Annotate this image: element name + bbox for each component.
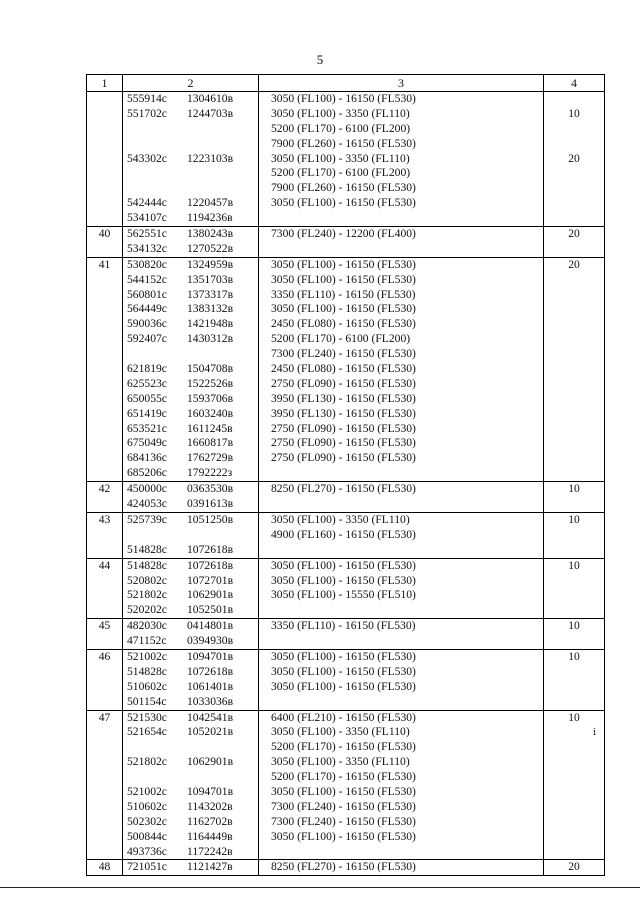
latitude-code: 521002с [127,784,167,798]
flight-level-range: 3050 (FL100) - 16150 (FL530) [271,257,416,271]
longitude-code: 1430312в [187,332,234,346]
longitude-code: 1223103в [187,151,234,165]
table-row-group [87,482,605,513]
longitude-code: 1121427в [187,860,233,874]
latitude-code: 721051с [127,860,167,874]
table-row [87,92,605,227]
flight-level-range: 3350 (FL110) - 16150 (FL530) [271,287,416,301]
longitude-code: 1324959в [187,257,234,271]
flight-level-range: 3050 (FL100) - 16150 (FL530) [271,92,416,105]
value-text [544,122,604,137]
coordinates-cell [123,860,259,876]
flight-levels-cell [259,649,544,710]
flight-levels-cell [259,558,544,619]
flight-level-range: 7300 (FL240) - 16150 (FL530) [271,347,416,361]
latitude-code: 500844с [127,829,167,843]
table-row-group [87,649,605,710]
latitude-code: 521802с [127,755,167,769]
flight-level-range: 2750 (FL090) - 16150 (FL530) [271,451,416,465]
longitude-code: 1164449в [187,829,233,843]
flight-level-range: 5200 (FL170) - 6100 (FL200) [271,332,411,346]
coordinate-line [127,513,258,528]
longitude-code: 1373317в [187,287,234,301]
coordinate-line [127,211,258,226]
coordinate-line [127,815,258,830]
flight-level-range: 6400 (FL210) - 16150 (FL530) [271,710,416,724]
flight-level-range: 7900 (FL260) - 16150 (FL530) [271,181,416,195]
flight-level-range: 3050 (FL100) - 3350 (FL110) [271,725,410,739]
latitude-code: 520802с [127,573,167,587]
latitude-code: 521654с [127,725,167,739]
coordinate-line [127,392,258,407]
row-number: 48 [87,860,123,876]
flight-level-range: 3050 (FL100) - 16150 (FL530) [271,573,416,587]
latitude-code: 493736с [127,844,167,858]
header-col-1: 1 [87,75,123,92]
longitude-code: 1304610в [187,92,234,105]
latitude-code: 521002с [127,649,167,663]
coordinate-line [127,665,258,680]
header-col-4: 4 [544,75,605,92]
coordinates-cell [123,649,259,710]
flight-level-range: 2750 (FL090) - 16150 (FL530) [271,376,416,390]
coordinate-line [127,603,258,618]
flight-level-range: 3050 (FL100) - 16150 (FL530) [271,558,416,572]
longitude-code: 1094701в [187,784,234,798]
row-number: 43 [87,512,123,558]
longitude-code: 1504708в [187,362,234,376]
row-number: 44 [87,558,123,619]
latitude-code: 521530с [127,710,167,724]
latitude-code: 684136с [127,451,167,465]
longitude-code: 1072618в [187,542,234,556]
coordinate-line [127,845,258,860]
value-cell [544,860,605,876]
table-row-group [87,512,605,558]
coordinate-line [127,317,258,332]
header-col-2: 2 [123,75,259,92]
latitude-code: 450000с [127,482,167,496]
coordinate-line [127,543,258,558]
coordinate-line [127,559,258,574]
longitude-code: 1052021в [187,725,234,739]
flight-level-range: 3950 (FL130) - 16150 (FL530) [271,406,416,420]
longitude-code: 1061401в [187,679,234,693]
flight-level-range: 7900 (FL260) - 16150 (FL530) [271,136,416,150]
flight-level-range: 2450 (FL080) - 16150 (FL530) [271,362,416,376]
longitude-code: 1072618в [187,664,234,678]
coordinate-line [127,800,258,815]
longitude-code: 0363530в [187,482,234,496]
longitude-code: 1792222з [187,466,233,480]
longitude-code: 1072618в [187,558,234,572]
longitude-code: 1593706в [187,391,234,405]
table-row [87,860,605,876]
coordinate-line [127,466,258,481]
coordinates-cell [123,710,259,860]
altitude-table [86,74,605,876]
latitude-code: 555914с [127,92,167,105]
coordinate-line [127,422,258,437]
flight-levels-cell [259,619,544,650]
row-number: 46 [87,649,123,710]
latitude-code: 562551с [127,227,167,241]
coordinates-cell [123,257,259,481]
table-row [87,710,605,860]
flight-level-range: 3050 (FL100) - 3350 (FL110) [271,755,410,769]
longitude-code: 0391613в [187,497,234,511]
flight-level-range: 5200 (FL170) - 6100 (FL200) [271,121,411,135]
flight-level-range: 8250 (FL270) - 16150 (FL530) [271,860,416,874]
flight-levels-cell [259,482,544,513]
longitude-code: 0414801в [187,619,234,633]
coordinate-line [127,695,258,710]
coordinate-line [127,574,258,589]
coordinate-line [127,711,258,726]
table-row [87,512,605,558]
value-text: 10 [568,558,580,572]
coordinate-line [127,166,258,181]
flight-level-range: 4900 (FL160) - 16150 (FL530) [271,527,416,541]
coordinate-line [127,258,258,273]
value-cell [544,619,605,650]
longitude-code: 1244703в [187,106,234,120]
flight-level-range: 2750 (FL090) - 16150 (FL530) [271,436,416,450]
flight-level-range: 3050 (FL100) - 16150 (FL530) [271,784,416,798]
flight-level-range: 3050 (FL100) - 16150 (FL530) [271,272,416,286]
latitude-code: 544152с [127,272,167,286]
row-number: 45 [87,619,123,650]
longitude-code: 1611245в [187,421,233,435]
longitude-code: 1660817в [187,436,234,450]
flight-level-range: 3050 (FL100) - 15550 (FL510) [271,588,416,602]
coordinate-line [127,242,258,257]
longitude-code: 1603240в [187,406,234,420]
coordinate-line [127,830,258,845]
longitude-code: 1220457в [187,196,234,210]
value-text: 20 [568,227,580,241]
coordinate-line [127,227,258,242]
coordinate-line [127,785,258,800]
latitude-code: 621819с [127,362,167,376]
table-row [87,558,605,619]
value-cell [544,710,605,860]
table-row-group [87,227,605,258]
coordinate-line [127,152,258,167]
coordinate-line [127,122,258,137]
coordinates-cell [123,619,259,650]
coordinates-cell [123,227,259,258]
longitude-code: 1072701в [187,573,234,587]
longitude-code: 1194236в [187,211,233,225]
coordinate-line [127,725,258,740]
longitude-code: 1051250в [187,512,234,526]
value-text: 10 [568,482,580,496]
latitude-code: 590036с [127,317,167,331]
table-row-group [87,558,605,619]
flight-levels-cell [259,860,544,876]
latitude-code: 520202с [127,603,167,617]
table-row [87,227,605,258]
page-number: 5 [316,52,324,67]
latitude-code: 534107с [127,211,167,225]
flight-levels-cell [259,227,544,258]
table-row-group [87,619,605,650]
flight-level-range: 5200 (FL170) - 16150 (FL530) [271,740,416,754]
coordinate-line [127,196,258,211]
coordinate-line [127,770,258,785]
flight-level-range: 7300 (FL240) - 12200 (FL400) [271,227,416,241]
latitude-code: 625523с [127,376,167,390]
latitude-code: 542444с [127,196,167,210]
row-number: 40 [87,227,123,258]
flight-level-range: 3050 (FL100) - 16150 (FL530) [271,679,416,693]
latitude-code: 482030с [127,619,167,633]
flight-level-range: 3050 (FL100) - 16150 (FL530) [271,196,416,210]
latitude-code: 650055с [127,391,167,405]
value-text: 10 [568,106,580,120]
coordinate-line [127,588,258,603]
table-row-group [87,710,605,860]
table-row [87,649,605,710]
value-text: 20 [568,257,580,271]
longitude-code: 1042541в [187,710,234,724]
flight-levels-cell [259,92,544,227]
flight-level-range: 5200 (FL170) - 6100 (FL200) [271,166,411,180]
latitude-code: 564449с [127,302,167,316]
coordinate-line [127,634,258,649]
longitude-code: 1062901в [187,588,234,602]
table-row [87,257,605,481]
latitude-code: 685206с [127,466,167,480]
row-number: 42 [87,482,123,513]
coordinate-line [127,619,258,634]
coordinate-line [127,302,258,317]
row-number [87,92,123,227]
flight-level-range: 3050 (FL100) - 16150 (FL530) [271,664,416,678]
coordinates-cell [123,558,259,619]
coordinate-line [127,497,258,512]
coordinate-line [127,273,258,288]
table-row-group [87,257,605,481]
latitude-code: 651419с [127,406,167,420]
longitude-code: 1062901в [187,755,234,769]
coordinate-line [127,436,258,451]
latitude-code: 653521с [127,421,167,435]
latitude-code: 510602с [127,799,167,813]
flight-level-range: 3050 (FL100) - 16150 (FL530) [271,829,416,843]
longitude-code: 1143202в [187,799,233,813]
flight-levels-cell [259,512,544,558]
latitude-code: 530820с [127,257,167,271]
coordinate-line [127,377,258,392]
value-text [544,137,604,152]
coordinate-line [127,650,258,665]
value-cell [544,482,605,513]
flight-level-range: 5200 (FL170) - 16150 (FL530) [271,770,416,784]
handwritten-mark: ⅰ [593,727,596,738]
longitude-code: 1351703в [187,272,234,286]
longitude-code: 1522526в [187,376,234,390]
flight-level-range: 3050 (FL100) - 3350 (FL110) [271,151,410,165]
latitude-code: 543302с [127,151,167,165]
coordinate-line [127,407,258,422]
coordinate-line [127,740,258,755]
longitude-code: 1162702в [187,814,233,828]
flight-level-range: 7300 (FL240) - 16150 (FL530) [271,799,416,813]
coordinate-line [127,482,258,497]
value-text: 10 [568,710,580,724]
coordinates-cell [123,512,259,558]
table-row [87,482,605,513]
flight-level-range: 7300 (FL240) - 16150 (FL530) [271,814,416,828]
longitude-code: 1270522в [187,241,234,255]
flight-levels-cell [259,257,544,481]
coordinate-line [127,362,258,377]
latitude-code: 525739с [127,512,167,526]
coordinate-line [127,181,258,196]
coordinate-line [127,332,258,347]
latitude-code: 521802с [127,588,167,602]
longitude-code: 1421948в [187,317,234,331]
table-row-group [87,860,605,876]
flight-level-range: 3050 (FL100) - 3350 (FL110) [271,512,410,526]
latitude-code: 510602с [127,679,167,693]
value-text: 10 [568,619,580,633]
coordinate-line [127,288,258,303]
latitude-code: 514828с [127,664,167,678]
flight-level-range: 3050 (FL100) - 16150 (FL530) [271,302,416,316]
flight-level-range: 3950 (FL130) - 16150 (FL530) [271,391,416,405]
value-text: 20 [568,860,580,874]
header-col-3: 3 [259,75,544,92]
longitude-code: 1172242в [187,844,233,858]
flight-level-range: 3050 (FL100) - 16150 (FL530) [271,649,416,663]
longitude-code: 1052501в [187,603,234,617]
coordinate-line [127,347,258,362]
latitude-code: 675049с [127,436,167,450]
value-text: 20 [568,151,580,165]
coordinate-line [127,528,258,543]
longitude-code: 1383132в [187,302,234,316]
latitude-code: 501154с [127,694,167,708]
coordinate-line [127,137,258,152]
value-text: 10 [568,512,580,526]
table-header [87,75,605,92]
coordinate-line [127,92,258,107]
coordinate-line [127,107,258,122]
table-row-group [87,92,605,227]
coordinate-line [127,680,258,695]
latitude-code: 471152с [127,634,167,648]
flight-level-range: 2750 (FL090) - 16150 (FL530) [271,421,416,435]
flight-level-range: 3350 (FL110) - 16150 (FL530) [271,619,416,633]
value-cell [544,649,605,710]
flight-level-range: 2450 (FL080) - 16150 (FL530) [271,317,416,331]
flight-levels-cell [259,710,544,860]
latitude-code: 514828с [127,558,167,572]
coordinates-cell [123,92,259,227]
value-cell [544,558,605,619]
value-text: 10 [568,649,580,663]
coordinate-line [127,860,258,875]
value-cell [544,227,605,258]
table-row [87,619,605,650]
value-cell [544,257,605,481]
latitude-code: 560801с [127,287,167,301]
bottom-rule [0,887,640,888]
coordinate-line [127,755,258,770]
longitude-code: 1762729в [187,451,234,465]
latitude-code: 534132с [127,241,167,255]
latitude-code: 502302с [127,814,167,828]
value-cell [544,92,605,227]
value-cell [544,512,605,558]
coordinate-line [127,451,258,466]
latitude-code: 551702с [127,106,167,120]
latitude-code: 592407с [127,332,167,346]
flight-level-range: 3050 (FL100) - 3350 (FL110) [271,106,410,120]
longitude-code: 1094701в [187,649,234,663]
row-number: 47 [87,710,123,860]
latitude-code: 514828с [127,542,167,556]
longitude-code: 0394930в [187,634,234,648]
longitude-code: 1380243в [187,227,234,241]
value-text [544,92,604,107]
coordinates-cell [123,482,259,513]
flight-level-range: 8250 (FL270) - 16150 (FL530) [271,482,416,496]
latitude-code: 424053с [127,497,167,511]
row-number: 41 [87,257,123,481]
longitude-code: 1033036в [187,694,234,708]
